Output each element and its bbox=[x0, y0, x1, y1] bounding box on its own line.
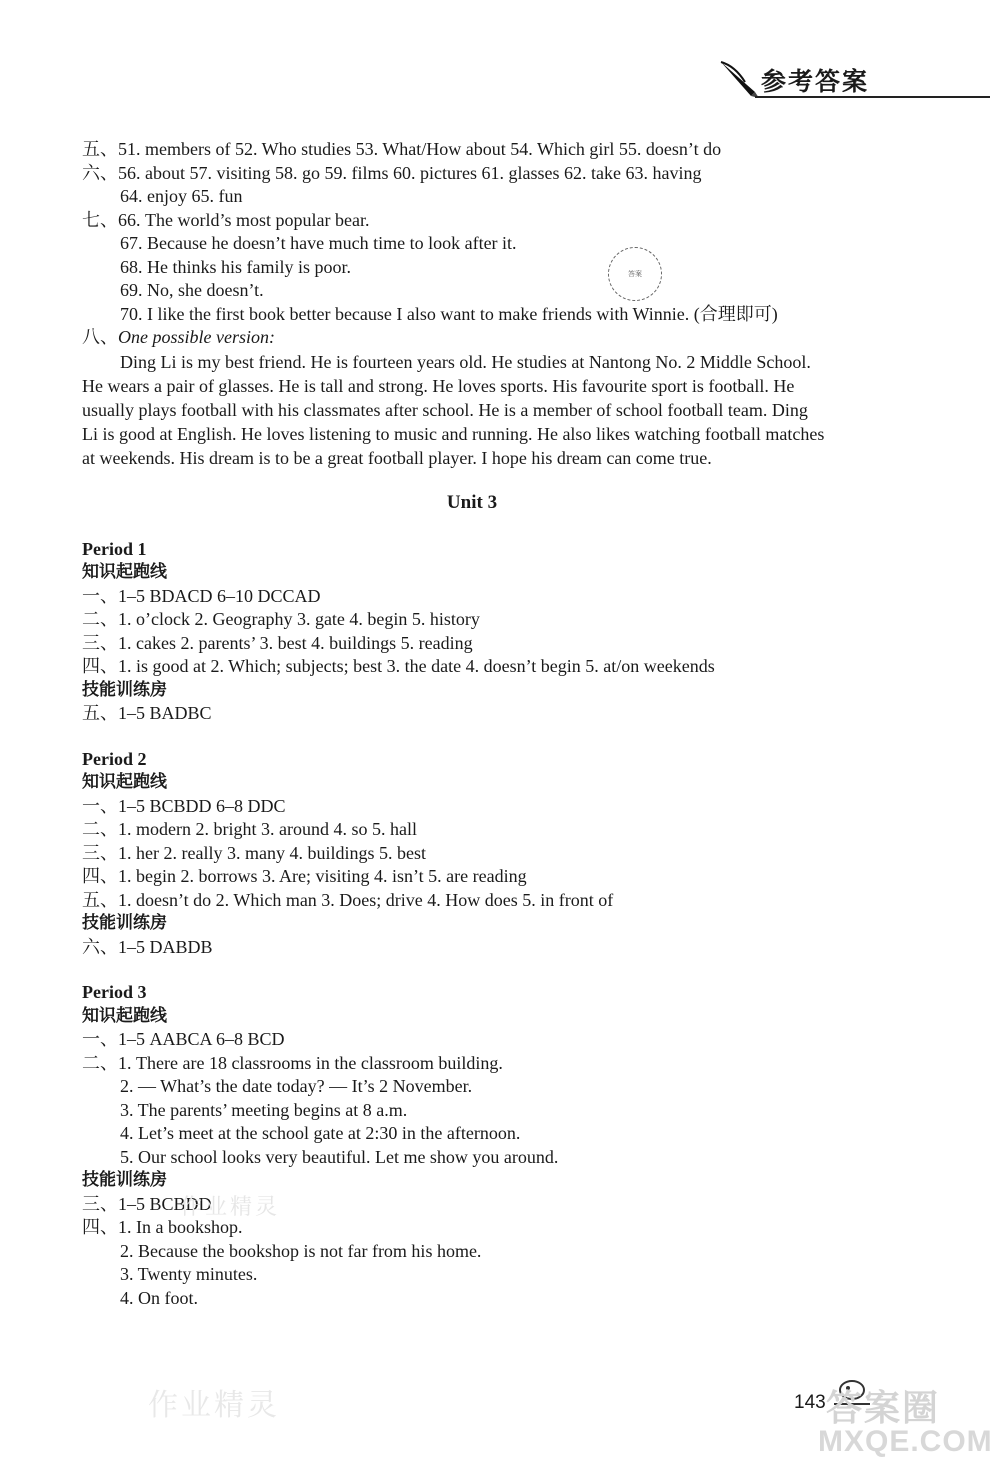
page-number: 143 bbox=[794, 1392, 826, 1413]
essay bbox=[82, 350, 882, 470]
period-title: Period 1 bbox=[82, 538, 147, 559]
section-heading: 知识起跑线 bbox=[82, 1005, 167, 1026]
essay-line: Li is good at English. He loves listening to music and running. He also likes watching football matches bbox=[82, 423, 825, 444]
stamp-text: 答案 bbox=[628, 270, 642, 278]
answer-line: 四、1. is good at 2. Which; subjects; best 3. the date 4. doesn’t begin 5. at/on weekends bbox=[82, 656, 715, 676]
watermark-answer: 答案圈 bbox=[826, 1388, 941, 1429]
essay-heading bbox=[82, 326, 882, 350]
unit-title: Unit 3 bbox=[446, 491, 498, 513]
essay-line: Ding Li is my best friend. He is fourteen years old. He studies at Nantong No. 2 Middle School. bbox=[120, 351, 811, 372]
section-label: 八、 bbox=[82, 327, 118, 347]
answer-line: 四、1. begin 2. borrows 3. Are; visiting 4. isn’t 5. are reading bbox=[82, 866, 527, 886]
answer-line: 一、1–5 AABCA 6–8 BCD bbox=[82, 1029, 285, 1049]
answer-line: 六、56. about 57. visiting 58. go 59. films 60. pictures 61. glasses 62. take 63. having bbox=[82, 162, 702, 183]
answer-line: 二、1. o’clock 2. Geography 3. gate 4. begin 5. history bbox=[82, 609, 480, 629]
answer-line: 2. Because the bookshop is not far from his home. bbox=[120, 1240, 482, 1261]
answer-line: 七、66. The world’s most popular bear. bbox=[82, 209, 370, 230]
section-heading: 技能训练房 bbox=[82, 1170, 167, 1190]
answer-line: 三、1. her 2. really 3. many 4. buildings 5. best bbox=[82, 842, 426, 863]
answer-line: 一、1–5 BCBDD 6–8 DDC bbox=[82, 795, 286, 816]
answer-line: 二、1. There are 18 classrooms in the classroom building. bbox=[82, 1052, 503, 1073]
answer-line: 2. — What’s the date today? — It’s 2 November. bbox=[120, 1076, 473, 1096]
section-heading: 知识起跑线 bbox=[82, 772, 167, 792]
essay-line: He wears a pair of glasses. He is tall and strong. He loves sports. His favourite sport is football. He bbox=[82, 375, 795, 396]
answer-line: 五、1–5 BADBC bbox=[82, 703, 212, 723]
answer-line: 68. He thinks his family is poor. bbox=[120, 256, 351, 277]
answer-line: 三、1. cakes 2. parents’ 3. best 4. buildings 5. reading bbox=[82, 632, 473, 653]
answer-line: 3. The parents’ meeting begins at 8 a.m. bbox=[120, 1099, 408, 1120]
answer-line: 69. No, she doesn’t. bbox=[120, 280, 264, 300]
section-heading: 技能训练房 bbox=[82, 913, 167, 933]
header-title: 参考答案 bbox=[761, 67, 870, 96]
watermark-site: MXQE.COM bbox=[818, 1425, 993, 1458]
period-title: Period 2 bbox=[82, 748, 147, 769]
answer-line: 4. On foot. bbox=[120, 1287, 198, 1308]
answer-line: 67. Because he doesn’t have much time to look after it. bbox=[120, 233, 517, 253]
answer-line: 六、1–5 DABDB bbox=[82, 936, 213, 957]
watermark-book-faint: 作业精灵 bbox=[180, 1195, 281, 1220]
essay-line: usually plays football with his classmates after school. He is a member of school football team. Ding bbox=[82, 399, 808, 420]
page-header bbox=[715, 58, 990, 108]
spacer bbox=[82, 959, 882, 981]
answer-line: 五、51. members of 52. Who studies 53. What/How about 54. Which girl 55. doesn’t do bbox=[82, 139, 722, 159]
answer-line: 五、1. doesn’t do 2. Which man 3. Does; drive 4. How does 5. in front of bbox=[82, 889, 614, 910]
answer-line: 二、1. modern 2. bright 3. around 4. so 5. hall bbox=[82, 819, 417, 839]
essay-line: at weekends. His dream is to be a great football player. I hope his dream can come true. bbox=[82, 447, 712, 468]
answer-line: 三、1–5 BCBDD bbox=[82, 1193, 212, 1214]
header-rule bbox=[755, 96, 990, 98]
watermark-book: 作业精灵 bbox=[148, 1388, 280, 1423]
answer-line: 3. Twenty minutes. bbox=[120, 1264, 258, 1284]
answer-line: 5. Our school looks very beautiful. Let me show you around. bbox=[120, 1146, 559, 1167]
answer-line: 64. enjoy 65. fun bbox=[120, 186, 243, 206]
answer-line: 四、1. In a bookshop. bbox=[82, 1217, 243, 1237]
section-heading: 知识起跑线 bbox=[82, 562, 167, 582]
essay-version-label: One possible version: bbox=[118, 327, 275, 347]
period-title: Period 3 bbox=[82, 982, 147, 1002]
answer-line: 70. I like the first book better because I also want to make friends with Winnie. (合理即可) bbox=[120, 303, 778, 324]
answer-content bbox=[82, 138, 882, 1310]
spacer bbox=[82, 726, 882, 748]
section-heading: 技能训练房 bbox=[82, 679, 167, 700]
answer-line: 一、1–5 BDACD 6–10 DCCAD bbox=[82, 585, 321, 606]
answer-line: 4. Let’s meet at the school gate at 2:30 in the afternoon. bbox=[120, 1123, 521, 1143]
